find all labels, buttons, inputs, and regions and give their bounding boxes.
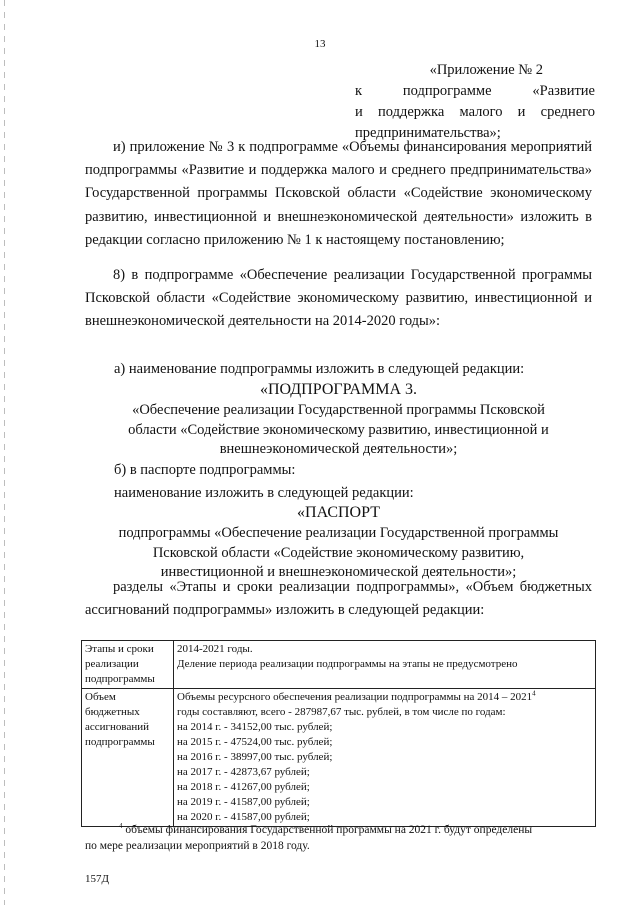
row2-label-line: ассигнований: [85, 721, 150, 733]
budget-year-line: на 2015 г. - 47524,00 тыс. рублей;: [177, 736, 333, 748]
passport-heading: «ПАСПОРТ: [297, 504, 380, 521]
row2-label-line: Объем: [85, 691, 116, 703]
row2-label-line: бюджетных: [85, 706, 140, 718]
appendix-ref-line-1: «Приложение № 2: [429, 62, 543, 78]
budget-year-line: на 2017 г. - 42873,67 рублей;: [177, 766, 310, 778]
subprogram-heading: «ПОДПРОГРАММА 3.: [259, 381, 418, 398]
passport-table: [81, 640, 596, 827]
footnote-line-1: [85, 822, 595, 838]
budget-year-line: на 2020 г. - 41587,00 рублей;: [177, 811, 310, 823]
paragraph-b: б) в паспорте подпрограммы:: [114, 462, 296, 478]
footnote-text-1: объемы финансирования Государственной программы на 2021 г. будут определены: [125, 824, 533, 836]
footnote-line-2: по мере реализации мероприятий в 2018 году.: [85, 840, 310, 852]
passport-title-line-1: подпрограммы «Обеспечение реализации Государственной программы: [118, 525, 559, 541]
appendix-ref-line-3: и поддержка малого и среднего: [355, 104, 595, 120]
row-value-stages: [174, 641, 596, 689]
row2-label-line: подпрограммы: [85, 736, 155, 748]
footnote: [85, 822, 595, 854]
row1-label-line: Этапы и сроки: [85, 643, 154, 655]
passport-title: [80, 524, 597, 583]
scan-edge-line: [4, 0, 5, 905]
page-number: 13: [314, 38, 326, 50]
paragraph-sections: разделы «Этапы и сроки реализации подпрограммы», «Объем бюджетных ассигнований подпрограммы» изложить в следующей редакции:: [85, 579, 592, 619]
paragraph-a: а) наименование подпрограммы изложить в следующей редакции:: [114, 361, 525, 377]
table-row: [82, 689, 596, 827]
appendix-ref-line-2: к подпрограмме «Развитие: [355, 83, 595, 99]
budget-year-line: на 2016 г. - 38997,00 тыс. рублей;: [177, 751, 333, 763]
budget-intro: [177, 690, 592, 705]
passport-title-line-2: Псковской области «Содействие экономическому развитию,: [152, 544, 525, 561]
table-row: [82, 641, 596, 689]
appendix-ref-line-4: предпринимательства»;: [355, 125, 501, 141]
row1-value-line: Деление периода реализации подпрограммы на этапы не предусмотрено: [177, 658, 518, 670]
budget-year-line: на 2014 г. - 34152,00 тыс. рублей;: [177, 721, 333, 733]
paragraph-name: наименование изложить в следующей редакции:: [114, 485, 414, 501]
budget-year-line: на 2018 г. - 41267,00 рублей;: [177, 781, 310, 793]
paragraph-i: и) приложение № 3 к подпрограмме «Объемы финансирования мероприятий подпрограммы «Развитие и поддержка малого и среднего предпринимательства» Государственной программы Псковской области «Содействие экономическому развитию, инвестиционной и внешнеэкономической деятельности» изложить в редакции согласно приложению № 1 к настоящему постановлению;: [85, 139, 592, 248]
subprogram-title-line-1: «Обеспечение реализации Государственной программы Псковской: [132, 402, 545, 418]
row-label-stages: [82, 641, 174, 689]
row-label-budget: [82, 689, 174, 827]
budget-year-line: на 2019 г. - 41587,00 рублей;: [177, 796, 310, 808]
row1-value-line: 2014-2021 годы.: [177, 643, 253, 655]
row1-label-line: реализации: [85, 658, 139, 670]
subprogram-title-line-2: области «Содействие экономическому развитию, инвестиционной и: [128, 421, 549, 438]
document-code: 157Д: [85, 873, 110, 885]
budget-intro-2: годы составляют, всего - 287987,67 тыс. рублей, в том числе по годам:: [177, 706, 506, 718]
budget-intro-text: Объемы ресурсного обеспечения реализации подпрограммы на 2014 – 2021: [177, 691, 533, 703]
subprogram-title: [80, 401, 597, 460]
footnote-marker: 4: [532, 689, 536, 698]
subprogram-title-line-3: внешнеэкономической деятельности»;: [219, 441, 458, 457]
paragraph-8: 8) в подпрограмме «Обеспечение реализации Государственной программы Псковской области «Содействие экономическому развитию, инвестиционной и внешнеэкономической деятельности на 2014-2020 годы»:: [85, 267, 592, 330]
footnote-number: 4: [119, 822, 123, 831]
passport-title-line-3: инвестиционной и внешнеэкономической деятельности»;: [160, 564, 517, 580]
row1-label-line: подпрограммы: [85, 673, 155, 685]
row-value-budget: [174, 689, 596, 827]
